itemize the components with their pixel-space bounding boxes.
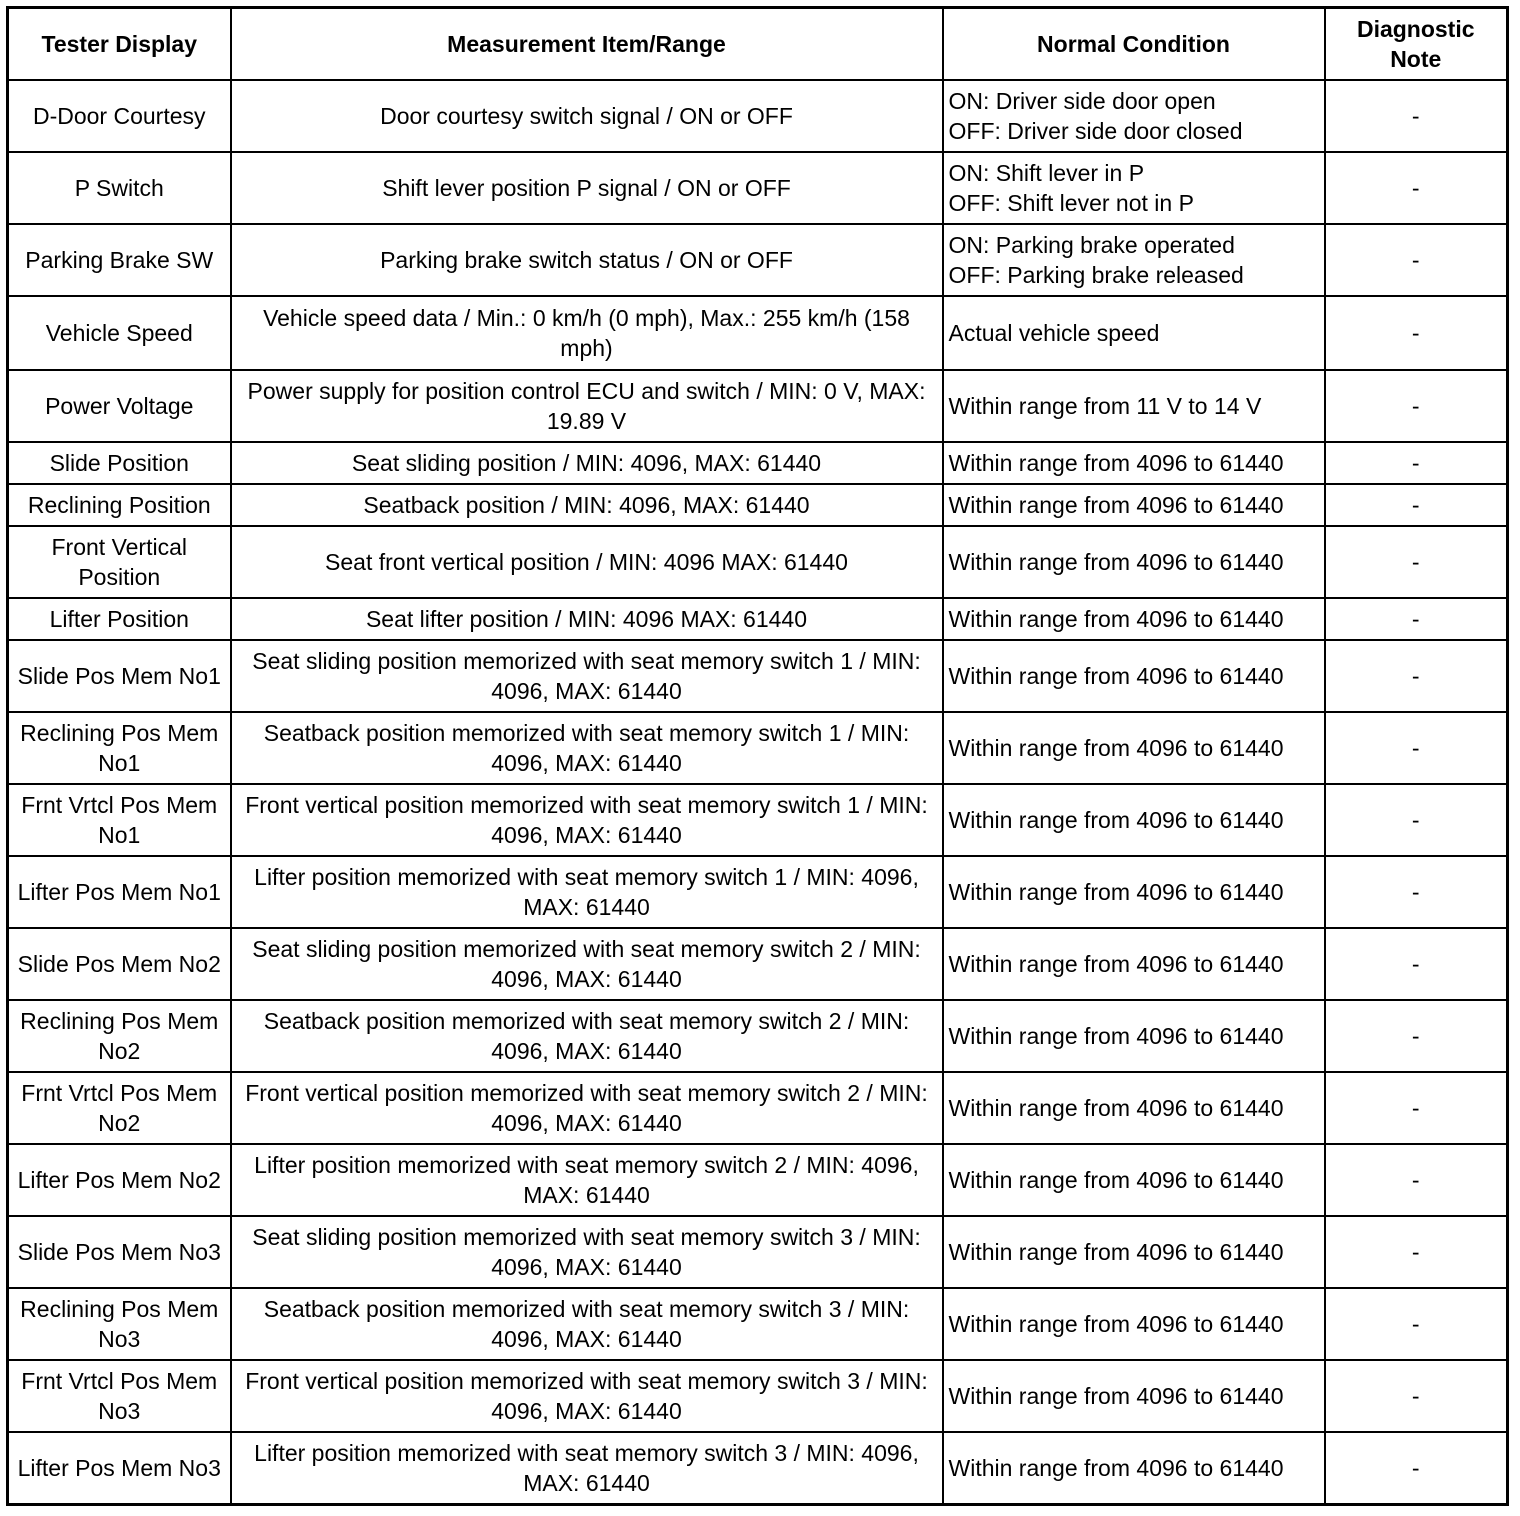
normal-condition-cell: ON: Parking brake operated OFF: Parking brake released — [943, 224, 1325, 296]
normal-condition-cell: Within range from 4096 to 61440 — [943, 712, 1325, 784]
normal-condition-cell: Within range from 4096 to 61440 — [943, 442, 1325, 484]
measurement-cell: Lifter position memorized with seat memory switch 1 / MIN: 4096, MAX: 61440 — [231, 856, 943, 928]
table-row — [8, 526, 1508, 598]
measurement-cell: Lifter position memorized with seat memory switch 3 / MIN: 4096, MAX: 61440 — [231, 1432, 943, 1504]
diagnostic-note-cell: - — [1325, 1360, 1508, 1432]
diagnostic-note-cell: - — [1325, 296, 1508, 370]
measurement-cell: Lifter position memorized with seat memory switch 2 / MIN: 4096, MAX: 61440 — [231, 1144, 943, 1216]
table-body — [8, 80, 1508, 1504]
measurement-cell: Door courtesy switch signal / ON or OFF — [231, 80, 943, 152]
tester-display-cell: Lifter Pos Mem No3 — [8, 1432, 231, 1504]
tester-display-cell: Frnt Vrtcl Pos Mem No2 — [8, 1072, 231, 1144]
normal-condition-cell: Within range from 4096 to 61440 — [943, 598, 1325, 640]
diagnostic-note-cell: - — [1325, 1000, 1508, 1072]
diagnostic-note-cell: - — [1325, 1288, 1508, 1360]
diagnostic-note-cell: - — [1325, 1144, 1508, 1216]
measurement-cell: Seat sliding position / MIN: 4096, MAX: 61440 — [231, 442, 943, 484]
header-normal-condition: Normal Condition — [943, 8, 1325, 81]
diagnostic-note-cell: - — [1325, 856, 1508, 928]
measurement-cell: Seatback position memorized with seat memory switch 3 / MIN: 4096, MAX: 61440 — [231, 1288, 943, 1360]
tester-display-cell: Slide Pos Mem No1 — [8, 640, 231, 712]
diagnostic-note-cell: - — [1325, 442, 1508, 484]
measurement-cell: Shift lever position P signal / ON or OFF — [231, 152, 943, 224]
header-row — [8, 8, 1508, 81]
normal-condition-cell: Within range from 4096 to 61440 — [943, 1144, 1325, 1216]
normal-condition-cell: Within range from 4096 to 61440 — [943, 1000, 1325, 1072]
measurement-cell: Seat sliding position memorized with seat memory switch 3 / MIN: 4096, MAX: 61440 — [231, 1216, 943, 1288]
normal-condition-cell: Within range from 4096 to 61440 — [943, 1072, 1325, 1144]
measurement-cell: Parking brake switch status / ON or OFF — [231, 224, 943, 296]
normal-condition-cell: Within range from 4096 to 61440 — [943, 1360, 1325, 1432]
normal-condition-cell: Within range from 4096 to 61440 — [943, 1432, 1325, 1504]
table-row — [8, 1432, 1508, 1504]
measurement-cell: Seatback position memorized with seat memory switch 2 / MIN: 4096, MAX: 61440 — [231, 1000, 943, 1072]
tester-display-cell: Reclining Pos Mem No2 — [8, 1000, 231, 1072]
measurement-cell: Seat sliding position memorized with seat memory switch 1 / MIN: 4096, MAX: 61440 — [231, 640, 943, 712]
normal-condition-cell: ON: Shift lever in P OFF: Shift lever not in P — [943, 152, 1325, 224]
tester-display-cell: Power Voltage — [8, 370, 231, 442]
normal-condition-cell: Within range from 4096 to 61440 — [943, 1216, 1325, 1288]
diagnostic-note-cell: - — [1325, 370, 1508, 442]
table-row — [8, 856, 1508, 928]
diagnostic-note-cell: - — [1325, 598, 1508, 640]
tester-display-cell: Lifter Pos Mem No1 — [8, 856, 231, 928]
table-row — [8, 1144, 1508, 1216]
diagnostic-note-cell: - — [1325, 784, 1508, 856]
measurement-cell: Vehicle speed data / Min.: 0 km/h (0 mph), Max.: 255 km/h (158 mph) — [231, 296, 943, 370]
table-row — [8, 640, 1508, 712]
normal-condition-cell: Within range from 11 V to 14 V — [943, 370, 1325, 442]
diagnostic-note-cell: - — [1325, 224, 1508, 296]
measurement-cell: Seat front vertical position / MIN: 4096 MAX: 61440 — [231, 526, 943, 598]
header-diagnostic-note: Diagnostic Note — [1325, 8, 1508, 81]
tester-display-cell: Lifter Pos Mem No2 — [8, 1144, 231, 1216]
tester-display-cell: D-Door Courtesy — [8, 80, 231, 152]
measurement-cell: Power supply for position control ECU and switch / MIN: 0 V, MAX: 19.89 V — [231, 370, 943, 442]
table-row — [8, 598, 1508, 640]
measurement-cell: Front vertical position memorized with seat memory switch 3 / MIN: 4096, MAX: 61440 — [231, 1360, 943, 1432]
data-list-sheet — [6, 6, 1506, 1506]
tester-display-cell: Slide Pos Mem No2 — [8, 928, 231, 1000]
normal-condition-cell: Actual vehicle speed — [943, 296, 1325, 370]
header-tester-display: Tester Display — [8, 8, 231, 81]
table-row — [8, 1000, 1508, 1072]
table-row — [8, 1288, 1508, 1360]
diagnostic-note-cell: - — [1325, 712, 1508, 784]
table-row — [8, 1072, 1508, 1144]
table-row — [8, 928, 1508, 1000]
measurement-cell: Seatback position / MIN: 4096, MAX: 61440 — [231, 484, 943, 526]
measurement-cell: Seat sliding position memorized with seat memory switch 2 / MIN: 4096, MAX: 61440 — [231, 928, 943, 1000]
tester-display-cell: Frnt Vrtcl Pos Mem No3 — [8, 1360, 231, 1432]
diagnostic-note-cell: - — [1325, 80, 1508, 152]
diagnostic-note-cell: - — [1325, 1432, 1508, 1504]
table-header — [8, 8, 1508, 81]
tester-display-cell: Front Vertical Position — [8, 526, 231, 598]
table-row — [8, 712, 1508, 784]
normal-condition-cell: ON: Driver side door open OFF: Driver side door closed — [943, 80, 1325, 152]
tester-display-cell: Reclining Position — [8, 484, 231, 526]
tester-display-cell: Parking Brake SW — [8, 224, 231, 296]
diagnostic-note-cell: - — [1325, 152, 1508, 224]
measurement-cell: Seat lifter position / MIN: 4096 MAX: 61440 — [231, 598, 943, 640]
normal-condition-cell: Within range from 4096 to 61440 — [943, 526, 1325, 598]
data-list-table — [6, 6, 1509, 1506]
normal-condition-cell: Within range from 4096 to 61440 — [943, 484, 1325, 526]
normal-condition-cell: Within range from 4096 to 61440 — [943, 784, 1325, 856]
tester-display-cell: P Switch — [8, 152, 231, 224]
table-row — [8, 784, 1508, 856]
measurement-cell: Front vertical position memorized with seat memory switch 1 / MIN: 4096, MAX: 61440 — [231, 784, 943, 856]
measurement-cell: Front vertical position memorized with seat memory switch 2 / MIN: 4096, MAX: 61440 — [231, 1072, 943, 1144]
diagnostic-note-cell: - — [1325, 1216, 1508, 1288]
measurement-cell: Seatback position memorized with seat memory switch 1 / MIN: 4096, MAX: 61440 — [231, 712, 943, 784]
table-row — [8, 370, 1508, 442]
table-row — [8, 1216, 1508, 1288]
normal-condition-cell: Within range from 4096 to 61440 — [943, 1288, 1325, 1360]
diagnostic-note-cell: - — [1325, 484, 1508, 526]
header-measurement-item: Measurement Item/Range — [231, 8, 943, 81]
tester-display-cell: Slide Pos Mem No3 — [8, 1216, 231, 1288]
normal-condition-cell: Within range from 4096 to 61440 — [943, 640, 1325, 712]
normal-condition-cell: Within range from 4096 to 61440 — [943, 928, 1325, 1000]
tester-display-cell: Vehicle Speed — [8, 296, 231, 370]
tester-display-cell: Reclining Pos Mem No1 — [8, 712, 231, 784]
diagnostic-note-cell: - — [1325, 640, 1508, 712]
table-row — [8, 484, 1508, 526]
normal-condition-cell: Within range from 4096 to 61440 — [943, 856, 1325, 928]
diagnostic-note-cell: - — [1325, 1072, 1508, 1144]
table-row — [8, 224, 1508, 296]
table-row — [8, 152, 1508, 224]
table-row — [8, 1360, 1508, 1432]
table-row — [8, 80, 1508, 152]
table-row — [8, 442, 1508, 484]
tester-display-cell: Lifter Position — [8, 598, 231, 640]
tester-display-cell: Slide Position — [8, 442, 231, 484]
diagnostic-note-cell: - — [1325, 928, 1508, 1000]
diagnostic-note-cell: - — [1325, 526, 1508, 598]
tester-display-cell: Frnt Vrtcl Pos Mem No1 — [8, 784, 231, 856]
table-row — [8, 296, 1508, 370]
tester-display-cell: Reclining Pos Mem No3 — [8, 1288, 231, 1360]
